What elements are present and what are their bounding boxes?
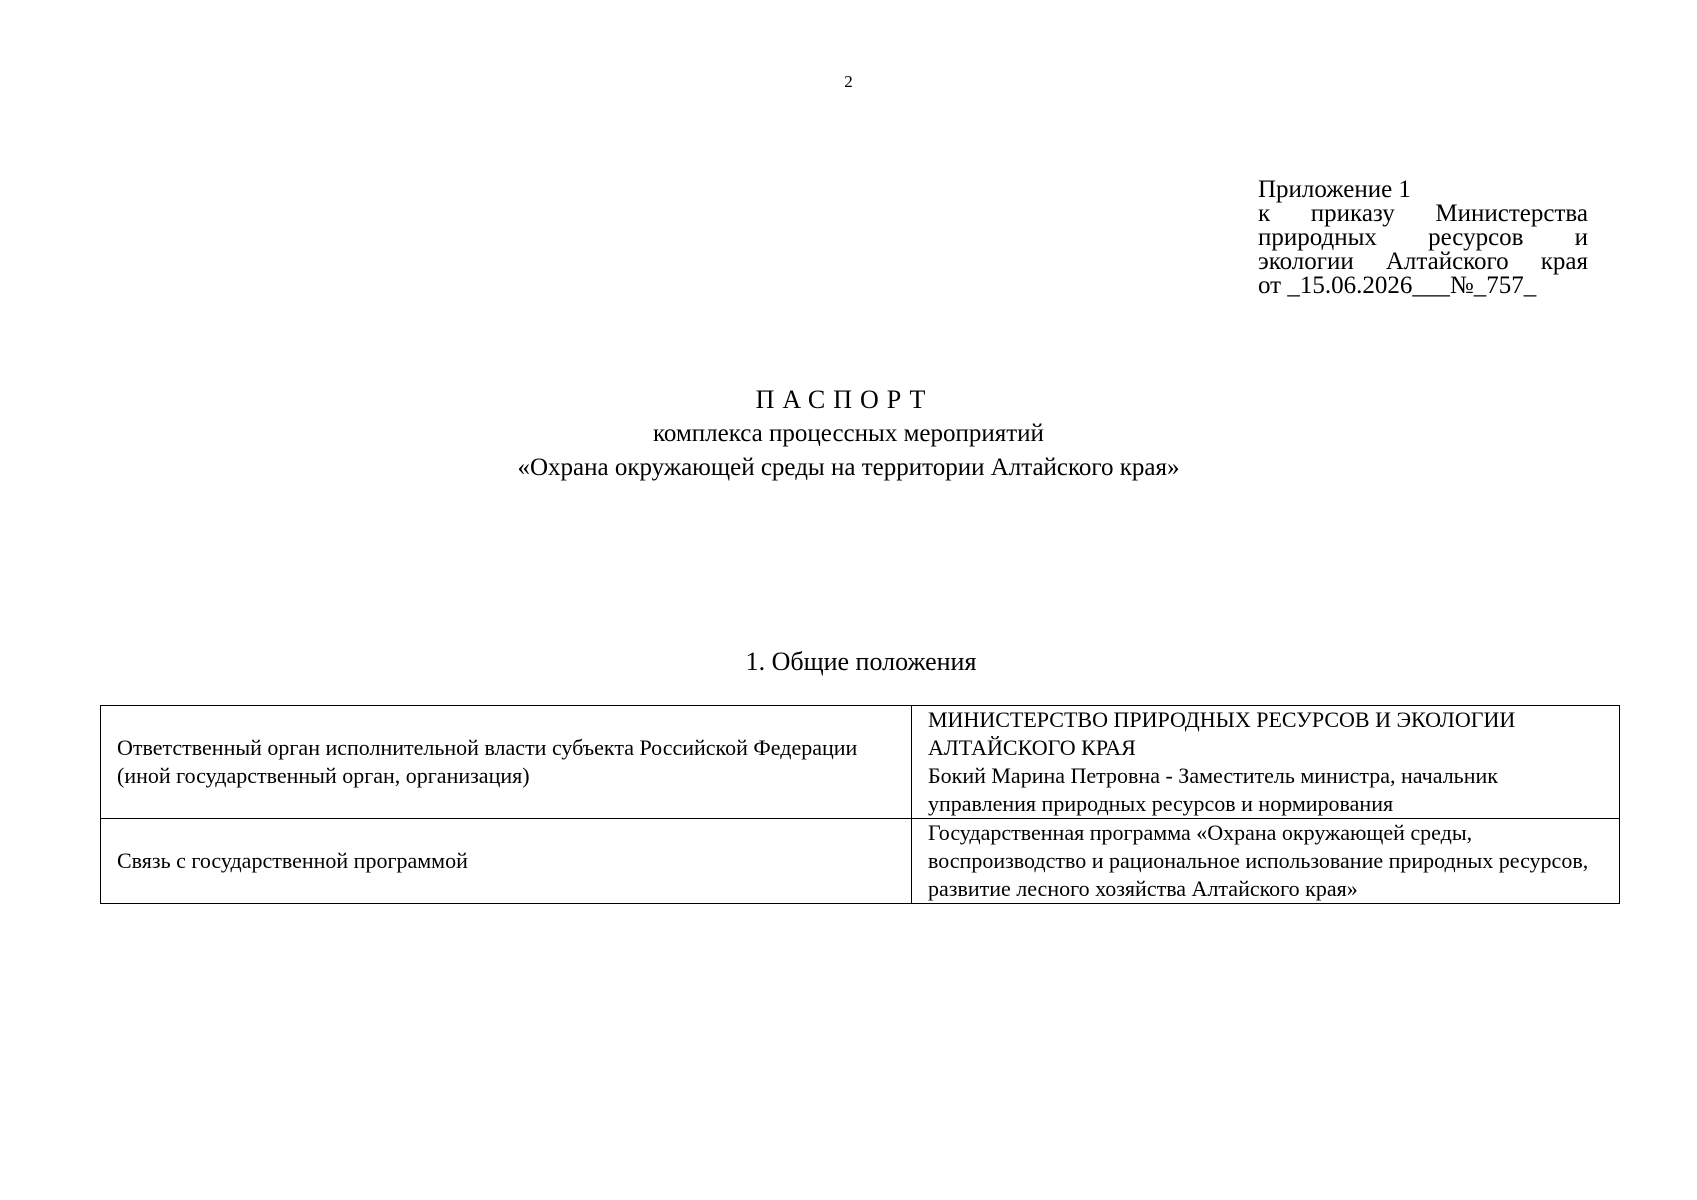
table-row [101, 706, 1620, 819]
document-title-block [0, 383, 1697, 485]
table-cell-value [912, 706, 1620, 819]
responsible-person: Бокий Марина Петровна - Заместитель министра, начальник управления природных ресурсов и нормирования [928, 763, 1498, 816]
page-number: 2 [844, 72, 853, 91]
table-cell-value: Государственная программа «Охрана окружающей среды, воспроизводство и рациональное использование природных ресурсов, развитие лесного хозяйства Алтайского края» [912, 819, 1620, 904]
document-subtitle-name: «Охрана окружающей среды на территории Алтайского края» [517, 454, 1180, 481]
appendix-ministry-line-2: экологии Алтайского края [1258, 248, 1588, 275]
section-title: 1. Общие положения [745, 647, 977, 676]
general-provisions-table [100, 705, 1620, 904]
appendix-date-number: от _15.06.2026___№_757_ [1258, 272, 1537, 299]
appendix-ministry-line: природных ресурсов и [1258, 224, 1588, 251]
appendix-title: Приложение 1 [1258, 176, 1411, 203]
document-subtitle: комплекса процессных мероприятий [653, 420, 1044, 447]
table-cell-label: Связь с государственной программой [101, 819, 912, 904]
document-title: ПАСПОРТ [755, 385, 934, 414]
appendix-order-ref: к приказу Министерства [1258, 200, 1588, 227]
appendix-note [1258, 178, 1588, 298]
table-cell-label: Ответственный орган исполнительной власти субъекта Российской Федерации (иной государственный орган, организация) [101, 706, 912, 819]
table-row [101, 819, 1620, 904]
responsible-organization: МИНИСТЕРСТВО ПРИРОДНЫХ РЕСУРСОВ И ЭКОЛОГИИ АЛТАЙСКОГО КРАЯ [928, 707, 1516, 760]
